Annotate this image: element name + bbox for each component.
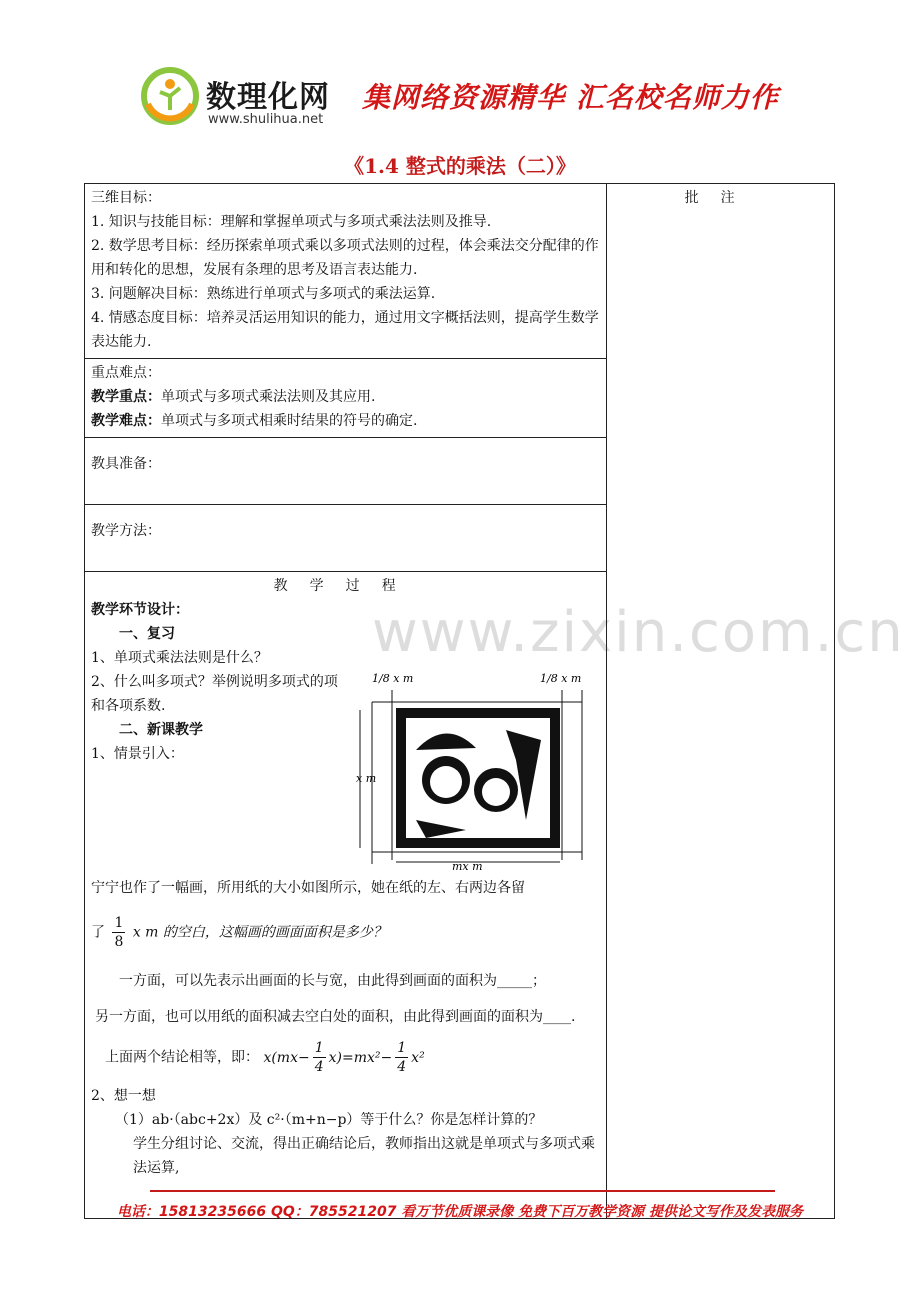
paragraph-4 (91, 1039, 600, 1076)
process-design: 教学环节设计： (91, 602, 189, 618)
paragraph-2: 一方面，可以先表示出画面的长与宽，由此得到画面的面积为_____； (119, 973, 546, 989)
figure-left-label: x m (356, 772, 377, 785)
logo-name: 数理化网 (206, 80, 330, 115)
equation: x(mx− $\frac{1}{4}$ x)=mx²− $\frac{1}{4}$ x² (263, 1040, 425, 1075)
goal-item: 3. 问题解决目标：熟练进行单项式与多项式的乘法运算. (91, 286, 436, 302)
fraction-one-eighth: $\frac{1}{8}$ (114, 915, 124, 950)
goals-heading: 三维目标： (91, 190, 161, 206)
focus-text: 单项式与多项式乘法法则及其应用. (161, 389, 376, 405)
process-heading: 教学过程 (273, 578, 418, 594)
para1b-pre: 了 (91, 924, 105, 941)
header-slogan: 集网络资源精华 汇名校名师力作 (362, 81, 779, 114)
paragraph-1a: 宁宁也作了一幅画，所用纸的大小如图所示，她在纸的左、右两边各留 (91, 880, 525, 896)
think-title: 2、想一想 (91, 1088, 156, 1104)
tools-label: 教具准备： (91, 456, 161, 472)
watermark: www.zixin.com.cn (372, 600, 905, 665)
think-question: （1）ab·（abc+2x）及 c²·（m+n−p）等于什么？你是怎样计算的？ (115, 1112, 543, 1128)
key-points-cell (85, 359, 607, 438)
review-q2: 2、什么叫多项式？举例说明多项式的项和各项系数. (91, 674, 338, 714)
difficulty-row (91, 409, 600, 433)
figure-area (91, 670, 600, 870)
goals-cell (85, 184, 607, 359)
think-answer: 学生分组讨论、交流，得出正确结论后，教师指出这就是单项式与多项式乘法运算, (133, 1136, 595, 1176)
figure-bottom-label: mx m (452, 860, 483, 870)
lesson-plan-table (84, 183, 835, 1219)
site-header (140, 66, 780, 136)
figure-margin-label-left: 1/8 x m (372, 672, 414, 685)
annotation-column (607, 184, 835, 1219)
process-cell (85, 572, 607, 1219)
document-title: 《1.4 整式的乘法（二）》 (344, 154, 576, 178)
footer-contact: 电话：15813235666 QQ：785521207 看万节优质课录像 免费下百万教学资源 提供论文写作及发表服务 (116, 1204, 804, 1220)
review-q1: 1、单项式乘法法则是什么？ (91, 650, 268, 666)
goal-item: 4. 情感态度目标：培养灵活运用知识的能力，通过用文字概括法则，提高学生数学表达能力. (91, 310, 599, 350)
paragraph-1b (91, 914, 600, 951)
tools-cell (85, 438, 607, 505)
annotation-header: 批注 (684, 190, 757, 206)
para1b-post: x m 的空白，这幅画的画面面积是多少？ (132, 924, 387, 941)
key-points-heading: 重点难点： (91, 365, 161, 381)
focus-row (91, 385, 600, 409)
focus-label: 教学重点： (91, 389, 161, 405)
new-lesson-title: 二、新课教学 (119, 722, 203, 738)
goal-item: 2. 数学思考目标：经历探索单项式乘以多项式法则的过程，体会乘法交分配律的作用和转化的思想，发展有条理的思考及语言表达能力. (91, 238, 599, 278)
logo-url[interactable]: www.shulihua.net (208, 112, 324, 127)
footer-divider (150, 1190, 775, 1192)
para4-pre: 上面两个结论相等，即： (105, 1049, 259, 1066)
methods-label: 教学方法： (91, 523, 161, 539)
paragraph-3: 另一方面，也可以用纸的面积减去空白处的面积，由此得到画面的面积为____. (95, 1009, 576, 1025)
figure-margin-label-right: 1/8 x m (540, 672, 582, 685)
difficulty-text: 单项式与多项式相乘时结果的符号的确定. (161, 413, 418, 429)
painting-figure (356, 670, 596, 870)
difficulty-label: 教学难点： (91, 413, 161, 429)
methods-cell (85, 505, 607, 572)
review-title: 一、复习 (119, 626, 175, 642)
scene-intro: 1、情景引入： (91, 746, 184, 762)
goal-item: 1. 知识与技能目标：理解和掌握单项式与多项式乘法法则及推导. (91, 214, 492, 230)
site-logo-icon (140, 66, 200, 126)
